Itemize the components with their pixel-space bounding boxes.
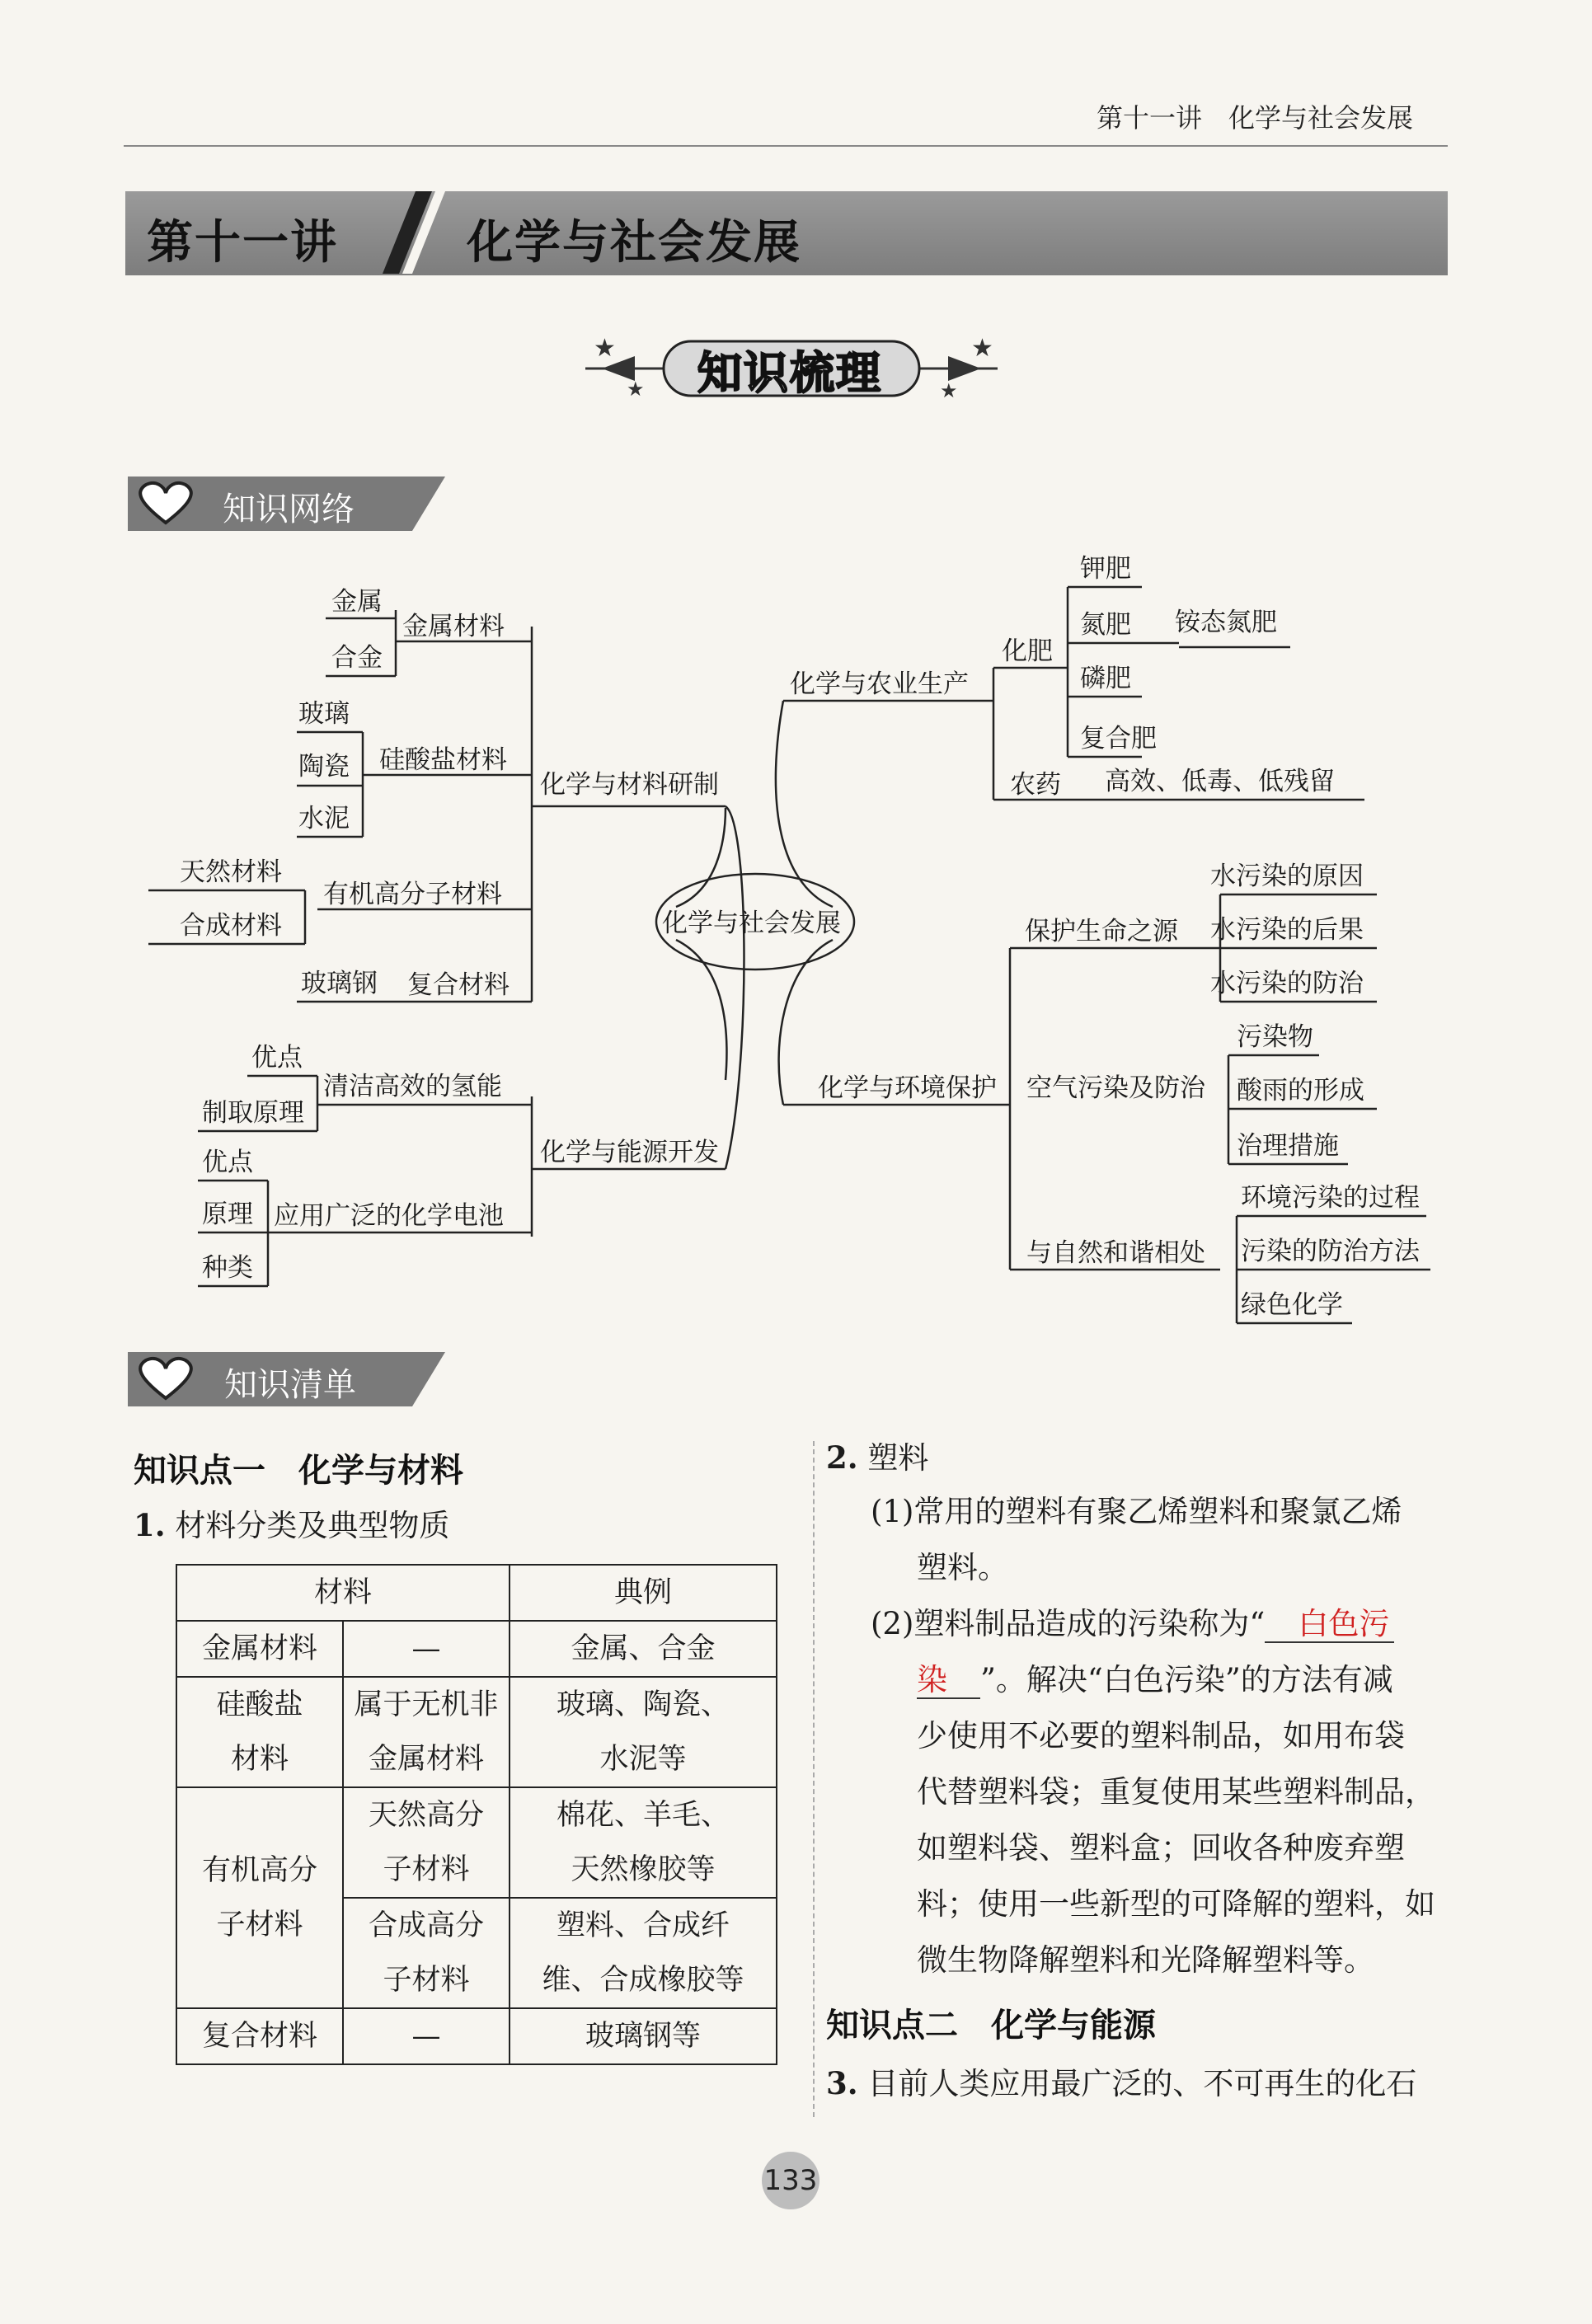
mm-battery-2: 原理 (202, 1200, 253, 1229)
q1-text: 材料分类及典型物质 (175, 1508, 450, 1543)
kp1-q1 (134, 1497, 449, 1554)
mm-air: 空气污染及防治 (1026, 1073, 1205, 1103)
kp1-title: 知识点一 化学与材料 (134, 1452, 463, 1490)
table-row (176, 1621, 777, 1677)
q2-p1: (1)常用的塑料有聚乙烯塑料和聚氯乙烯 (871, 1494, 1402, 1529)
table-header-example: 典例 (510, 1565, 777, 1621)
mm-air-2: 酸雨的形成 (1237, 1076, 1364, 1106)
mm-env: 化学与环境保护 (818, 1073, 997, 1103)
q2-line: 微生物降解塑料和光降解塑料等。 (917, 1942, 1374, 1978)
table-cell: 玻璃、陶瓷、 水泥等 (510, 1677, 777, 1787)
q2-p2: (2)塑料制品造成的污染称为“ 白色污 (871, 1596, 1464, 1652)
mm-silicate-2: 陶瓷 (298, 752, 350, 782)
table-cell: 棉花、羊毛、 天然橡胶等 (510, 1787, 777, 1898)
q3-text: 目前人类应用最广泛的、不可再生的化石 (867, 2066, 1417, 2101)
table-row (176, 1787, 777, 1898)
q1-number: 1. (134, 1507, 166, 1543)
mm-fert-4: 复合肥 (1080, 724, 1157, 754)
q2-line: 少使用不必要的塑料制品，如用布袋 (917, 1718, 1405, 1754)
running-head: 第十一讲 化学与社会发展 (1097, 102, 1414, 134)
mm-polymer-2: 合成材料 (180, 911, 282, 941)
mm-fert-1: 钾肥 (1080, 554, 1131, 584)
mm-water-2: 水污染的后果 (1210, 915, 1364, 945)
answer-blank: 白色污 (1265, 1606, 1394, 1643)
q2-p2-cont: 染 ”。解决“白色污染”的方法有减 (917, 1662, 1393, 1697)
mm-nature-3: 绿色化学 (1241, 1290, 1343, 1320)
mm-nature-1: 环境污染的过程 (1241, 1183, 1420, 1213)
mm-air-3: 治理措施 (1237, 1131, 1339, 1161)
section-network-label: 知识网络 (223, 491, 355, 528)
mm-agri: 化学与农业生产 (790, 669, 969, 699)
q2-heading (826, 1430, 928, 1486)
svg-text:★: ★ (594, 334, 616, 363)
table-row (176, 2008, 777, 2064)
table-cell: — (343, 1621, 510, 1677)
table-cell: 玻璃钢等 (510, 2008, 777, 2064)
mm-water-3: 水污染的防治 (1210, 969, 1364, 998)
mm-polymer-1: 天然材料 (180, 857, 282, 887)
table-cell: 属于无机非 金属材料 (343, 1677, 510, 1787)
q2-line: 料；使用一些新型的可降解的塑料，如 (917, 1886, 1435, 1922)
page-title: 化学与社会发展 (467, 216, 801, 270)
mm-center: 化学与社会发展 (662, 908, 841, 938)
mm-pest: 农药 (1010, 770, 1061, 800)
q2-title: 塑料 (867, 1440, 929, 1476)
q3-number: 3. (826, 2065, 858, 2101)
mm-nature-2: 污染的防治方法 (1241, 1237, 1420, 1266)
mm-material: 化学与材料研制 (540, 770, 719, 800)
lecture-number: 第十一讲 (147, 216, 338, 270)
table-row (176, 1677, 777, 1787)
q2-line: 代替塑料袋；重复使用某些塑料制品， (917, 1774, 1435, 1810)
mm-pest-desc: 高效、低毒、低残留 (1105, 767, 1335, 796)
mm-energy: 化学与能源开发 (540, 1138, 719, 1167)
mm-composite: 复合材料 (407, 970, 510, 1000)
table-header-material: 材料 (176, 1565, 510, 1621)
mm-water-1: 水污染的原因 (1210, 862, 1364, 891)
mm-fert-3: 磷肥 (1080, 664, 1131, 693)
kp2-title: 知识点二 化学与能源 (826, 2007, 1156, 2045)
column-divider (813, 1441, 815, 2117)
table-cell: 硅酸盐 材料 (176, 1677, 343, 1787)
table-cell: 金属、合金 (510, 1621, 777, 1677)
mm-battery: 应用广泛的化学电池 (274, 1201, 504, 1231)
mm-battery-1: 优点 (202, 1148, 253, 1177)
mm-hydrogen-1: 优点 (251, 1043, 303, 1073)
mm-metal-2: 合金 (331, 643, 383, 673)
mm-silicate-3: 水泥 (298, 804, 350, 833)
mm-fert: 化肥 (1002, 636, 1053, 666)
table-cell: — (343, 2008, 510, 2064)
table-cell: 有机高分 子材料 (176, 1787, 343, 2008)
table-cell: 金属材料 (176, 1621, 343, 1677)
mm-metal: 金属材料 (402, 612, 505, 641)
page-number: 133 (762, 2152, 819, 2209)
mm-polymer: 有机高分子材料 (323, 880, 502, 909)
table-cell: 天然高分 子材料 (343, 1787, 510, 1898)
mm-metal-1: 金属 (331, 587, 383, 617)
table-cell: 复合材料 (176, 2008, 343, 2064)
mm-fert-ammonium: 铵态氮肥 (1175, 608, 1277, 637)
mm-fert-2: 氮肥 (1080, 610, 1131, 640)
svg-text:★: ★ (940, 379, 958, 402)
answer-blank-cont: 染 (917, 1662, 980, 1699)
table-cell: 合成高分 子材料 (343, 1898, 510, 2008)
mm-nature: 与自然和谐相处 (1026, 1238, 1205, 1268)
q2-number: 2. (826, 1439, 858, 1476)
mm-hydrogen: 清洁高效的氢能 (323, 1072, 502, 1101)
table-row (176, 1565, 777, 1621)
q2-line: 如塑料袋、塑料盒；回收各种废弃塑 (917, 1830, 1405, 1866)
mm-air-1: 污染物 (1237, 1022, 1313, 1052)
svg-text:★: ★ (627, 378, 645, 401)
q2-body (871, 1484, 1464, 1988)
mm-silicate: 硅酸盐材料 (379, 745, 507, 775)
mm-silicate-1: 玻璃 (298, 699, 350, 729)
mm-battery-3: 种类 (202, 1253, 253, 1283)
banner-title: 知识梳理 (697, 347, 882, 399)
materials-table (176, 1564, 777, 2065)
mm-composite-1: 玻璃钢 (301, 969, 378, 998)
q3 (826, 2055, 1416, 2112)
mm-hydrogen-2: 制取原理 (202, 1098, 304, 1128)
table-cell: 塑料、合成纤 维、合成橡胶等 (510, 1898, 777, 2008)
mm-water: 保护生命之源 (1025, 917, 1178, 946)
svg-text:★: ★ (971, 334, 993, 363)
section-list-label: 知识清单 (224, 1366, 356, 1404)
q2-p1b: 塑料。 (917, 1550, 1008, 1585)
